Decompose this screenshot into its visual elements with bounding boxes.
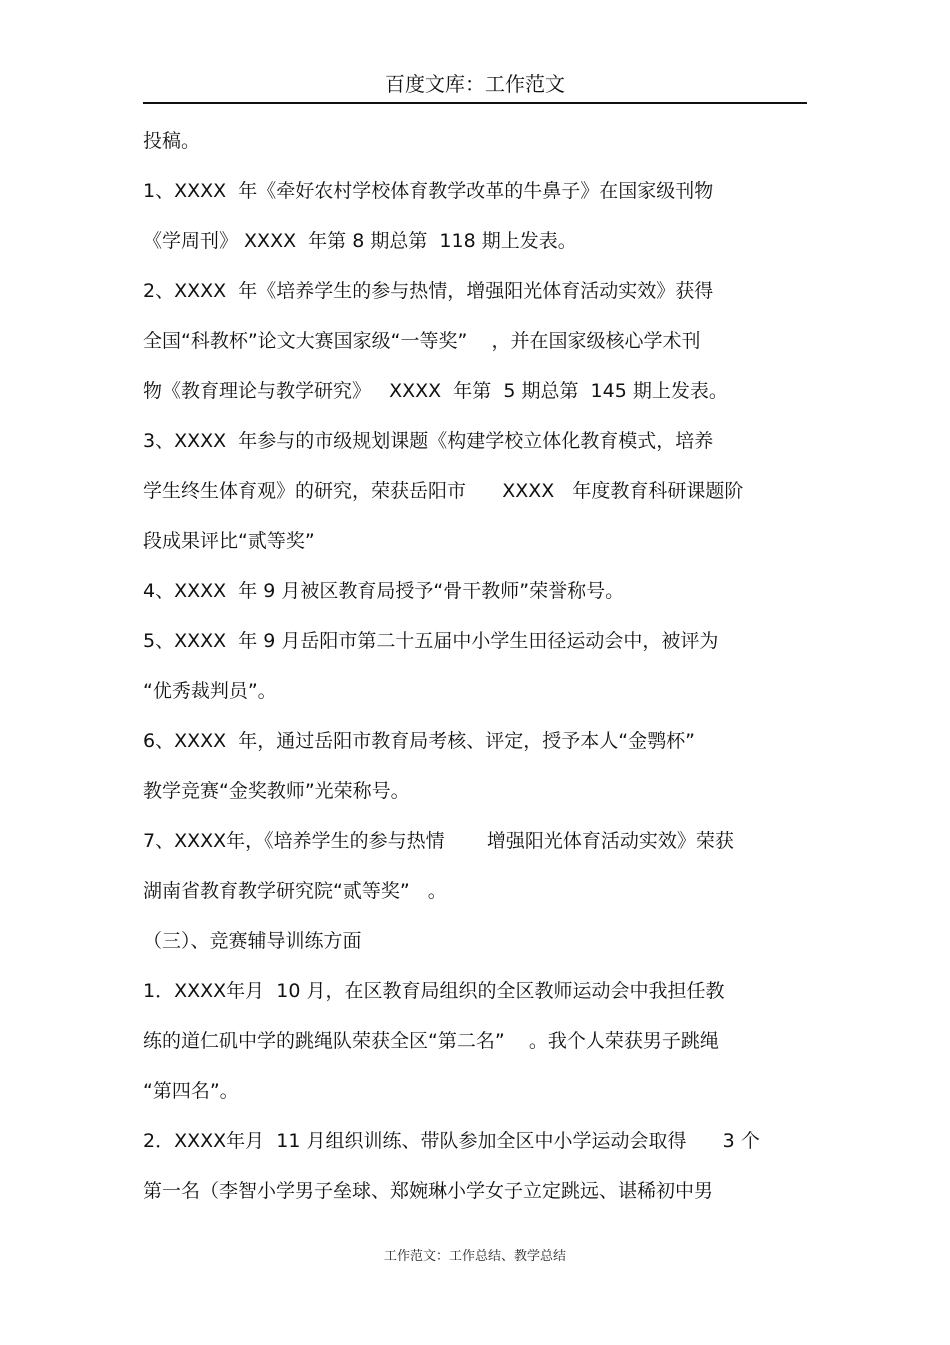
text-line: 《学周刊》 XXXX 年第 8 期总第 118 期上发表。 [143, 230, 577, 252]
header-divider [143, 102, 807, 104]
section-heading: （三）、竞赛辅导训练方面 [143, 930, 362, 952]
page-header-title: 百度文库：工作范文 [385, 72, 565, 96]
text-line: 投稿。 [143, 130, 201, 152]
text-line: 物《教育理论与教学研究》 XXXX 年第 5 期总第 145 期上发表。 [143, 380, 728, 402]
text-line: 1、XXXX 年《牵好农村学校体育教学改革的牛鼻子》在国家级刊物 [143, 180, 714, 202]
text-line: 5、XXXX 年 9 月岳阳市第二十五届中小学生田径运动会中，被评为 [143, 630, 719, 652]
text-line: 学生终生体育观》的研究，荣获岳阳市 XXXX 年度教育科研课题阶 [143, 480, 744, 502]
text-line: 段成果评比“贰等奖” [143, 530, 315, 552]
text-line: 4、XXXX 年 9 月被区教育局授予“骨干教师”荣誉称号。 [143, 580, 625, 602]
text-line: 2、XXXX 年《培养学生的参与热情，增强阳光体育活动实效》获得 [143, 280, 714, 302]
text-line: 7、XXXX年，《培养学生的参与热情 增强阳光体育活动实效》荣获 [143, 830, 734, 852]
text-line: “优秀裁判员”。 [143, 680, 277, 702]
text-line: 6、XXXX 年，通过岳阳市教育局考核、评定，授予本人“金鹗杯” [143, 730, 695, 752]
text-line: 教学竞赛“金奖教师”光荣称号。 [143, 780, 410, 802]
text-line: 2．XXXX年月 11 月组织训练、带队参加全区中小学运动会取得 3 个 [143, 1130, 760, 1152]
text-line: 第一名（李智小学男子垒球、郑婉琳小学女子立定跳远、谌稀初中男 [143, 1180, 714, 1202]
body-text [143, 124, 807, 1224]
text-line: 1．XXXX年月 10 月，在区教育局组织的全区教师运动会中我担任教 [143, 980, 725, 1002]
text-line: “第四名”。 [143, 1080, 239, 1102]
text-line: 3、XXXX 年参与的市级规划课题《构建学校立体化教育模式，培养 [143, 430, 714, 452]
text-line: 湖南省教育教学研究院“贰等奖” 。 [143, 880, 447, 902]
text-line: 全国“科教杯”论文大赛国家级“一等奖” ，并在国家级核心学术刊 [143, 330, 701, 352]
page-footer: 工作范文：工作总结、教学总结 [383, 1249, 566, 1264]
text-line: 练的道仁矶中学的跳绳队荣获全区“第二名” 。我个人荣获男子跳绳 [143, 1030, 719, 1052]
